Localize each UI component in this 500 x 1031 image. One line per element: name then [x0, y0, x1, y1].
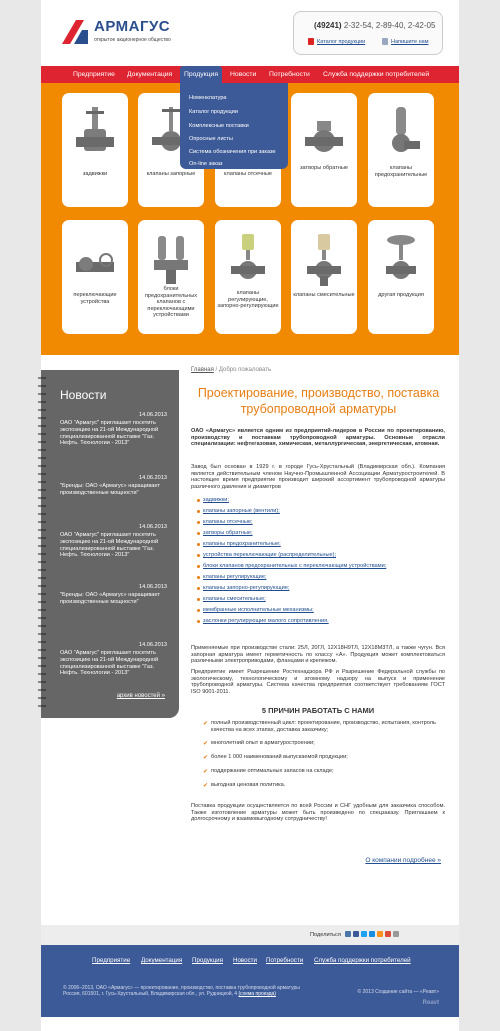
logo[interactable] — [62, 18, 222, 48]
product-card-label: клапаны регулирующие, запорно-регулирующие — [217, 290, 279, 310]
history-paragraph: Завод был основан в 1929 г. в городе Гусь-Хрустальный (Владимирская обл.). Компания является действительным членом Научно-Промышленной Ассоциации Арматуростроителей. В настоящее время предприятие производит широкий ассортимент трубопроводной арматуры различного давления и диаметров — [191, 464, 445, 490]
product-card-control-valves[interactable] — [215, 220, 281, 334]
breadcrumb-current: Добро пожаловать — [218, 367, 272, 373]
dropdown-item-complex-supply[interactable]: Комплексные поставки — [189, 123, 249, 129]
nav-item-support[interactable]: Служба поддержки потребителей — [323, 71, 430, 78]
news-archive-link[interactable]: архив новостей » — [116, 693, 165, 699]
phones — [314, 21, 435, 30]
footer-nav-products[interactable]: Продукция — [192, 957, 223, 964]
spiral-binding-icon — [37, 370, 47, 718]
page-title: Проектирование, производство, поставка трубопроводной арматуры — [197, 386, 440, 416]
product-card-label: клапаны запорные — [146, 171, 196, 177]
reason-item: полный производственный цикл: проектирование, производство, испытания, контроль качества на всех этапах, доставка заказчику; — [211, 720, 436, 733]
site-maker[interactable]: © 2013 Создание сайта — «Реавт» — [357, 989, 439, 995]
mixing-valve-icon — [303, 234, 345, 286]
intro-paragraph: ОАО «Армагус» является одним из предприятий-лидеров в России по проектированию, производству и поставкам трубопроводной арматуры. Основные отрасли специализации: нефтегазовая, химическая, металлургическая, энергетическая, атомная. — [191, 428, 445, 448]
news-date: 14.06.2013 — [139, 412, 167, 418]
dropdown-item-catalog[interactable]: Каталог продукции — [189, 109, 238, 115]
product-card-valve-blocks[interactable] — [138, 220, 204, 334]
reason-item: более 1 000 наименований выпускаемой продукции; — [211, 754, 348, 760]
news-date: 14.06.2013 — [139, 642, 167, 648]
product-card-other-products[interactable] — [368, 220, 434, 334]
product-list-item[interactable]: блоки клапанов предохранительных с переключающим устройствами; — [203, 563, 387, 569]
logo-text: АРМАГУС — [94, 18, 171, 35]
product-card-switching-devices[interactable] — [62, 220, 128, 334]
news-item-text[interactable]: ОАО "Армагус" приглашает посетить экспозицию на 21-ой Международной специализированной выставке "Газ. Нефть. Технологии - 2013" — [60, 650, 159, 677]
news-item-text[interactable]: "Бренды: ОАО «Армагус» наращивает производственные мощности" — [60, 592, 160, 605]
product-list-item[interactable]: клапаны предохранительные; — [203, 541, 281, 547]
more-share-icon[interactable] — [393, 931, 399, 937]
product-list-item[interactable]: клапаны смесительные; — [203, 596, 266, 602]
product-list-item[interactable]: заслонки регулирующие малого сопротивления. — [203, 618, 329, 624]
checkmark-icon: ✔ — [203, 755, 209, 761]
page — [41, 0, 459, 1031]
copyright — [63, 985, 308, 998]
dropdown-item-order-designation[interactable]: Система обозначения при заказе — [189, 149, 276, 155]
reason-item: выгодная ценовая политика. — [211, 782, 286, 788]
breadcrumb — [191, 367, 271, 373]
products-dropdown — [180, 83, 288, 169]
google-plus-icon[interactable] — [385, 931, 391, 937]
product-card-label: переключающие устройства — [73, 292, 117, 305]
materials-paragraph: Применяемые при производстве стали: 25Л, 20ГЛ, 12Х18Н9ТЛ, 12Х18М3ТЛ, а также чугун. Вся запорная арматура имеет герметичность по классу «А». Продукция может комплектоваться различными электроприводами, фланцами и крепежом. — [191, 645, 445, 665]
scheme-link[interactable]: (схема проезда) — [238, 991, 276, 998]
mailru-icon[interactable] — [369, 931, 375, 937]
vk-icon[interactable] — [345, 931, 351, 937]
nav-item-products[interactable]: Продукция — [180, 66, 222, 83]
maker-logo: Reavt — [422, 1000, 439, 1006]
footer-nav-enterprise[interactable]: Предприятие — [92, 957, 131, 964]
product-list-item[interactable]: клапаны запорно-регулирующие; — [203, 585, 290, 591]
delivery-paragraph: Поставка продукции осуществляется по всей России и СНГ удобным для заказчика способом. Также изготовление арматуры может быть произведено по спецзаказу. Приглашаем к долгосрочному и взаимовыгодному сотрудничеству! — [191, 803, 445, 823]
product-card-label: другая продукция — [378, 292, 424, 298]
breadcrumb-separator: / — [213, 367, 219, 373]
breadcrumb-home-link[interactable]: Главная — [191, 367, 214, 373]
odnoklassniki-icon[interactable] — [377, 931, 383, 937]
footer-nav-documentation[interactable]: Документация — [141, 957, 183, 964]
reason-item: многолетний опыт в арматуростроении; — [211, 740, 315, 746]
product-list-item[interactable]: устройства переключающие (распределительные); — [203, 552, 337, 558]
catalog-link[interactable] — [308, 38, 365, 45]
footer-nav-support[interactable]: Служба поддержки потребителей — [314, 957, 411, 964]
about-company-link[interactable]: О компании подробнее » — [365, 857, 441, 864]
news-date: 14.06.2013 — [139, 475, 167, 481]
dropdown-item-online-order[interactable]: On-line заказ — [189, 161, 223, 167]
product-list-item[interactable]: клапаны регулирующие; — [203, 574, 267, 580]
news-item-text[interactable]: ОАО "Армагус" приглашает посетить экспозицию на 21-ой Международной специализированной выставке "Газ. Нефть. Технологии - 2013" — [60, 420, 159, 447]
product-card-label: клапаны отсечные — [223, 171, 273, 177]
gate-valve-icon — [74, 107, 116, 159]
main-nav — [41, 66, 459, 83]
product-list-item[interactable]: затворы обратные; — [203, 530, 253, 536]
product-card-label: блоки предохранительных клапанов с переключающими устройствами — [144, 286, 198, 319]
product-list-item[interactable]: клапаны запорные (вентили); — [203, 508, 280, 514]
product-list-item[interactable]: клапаны отсечные; — [203, 519, 253, 525]
product-card-mixing-valves[interactable] — [291, 220, 357, 334]
news-item-text[interactable]: "Бренды: ОАО «Армагус» наращивает производственные мощности" — [60, 483, 160, 496]
phones-code: (49241) — [314, 21, 342, 30]
mail-icon — [382, 38, 388, 45]
footer — [41, 945, 459, 1017]
share-label: Поделиться — [310, 932, 341, 938]
dropdown-item-questionnaires[interactable]: Опросные листы — [189, 136, 233, 142]
product-card-label: клапаны смесительные — [293, 292, 355, 298]
copyright-text: © 2006–2013, ОАО «Армагус» — проектирование, производство, поставка трубопроводной арматуры — [63, 985, 300, 991]
write-us-label: Напишите нам — [391, 38, 429, 45]
news-item-text[interactable]: ОАО "Армагус" приглашает посетить экспозицию на 21-ой Международной специализированной выставке "Газ. Нефть. Технологии - 2013" — [60, 532, 159, 559]
checkmark-icon: ✔ — [203, 769, 209, 775]
product-card-label: затворы обратные — [299, 165, 349, 171]
news-sidebar — [41, 370, 179, 718]
product-card-label: задвижки — [82, 171, 108, 177]
footer-nav-news[interactable]: Новости — [233, 957, 257, 964]
news-date: 14.06.2013 — [139, 584, 167, 590]
write-us-link[interactable] — [382, 38, 429, 45]
phones-numbers: 2-32-54, 2-89-40, 2-42-05 — [343, 21, 436, 30]
product-list-item[interactable]: задвижки; — [203, 497, 229, 503]
facebook-icon[interactable] — [353, 931, 359, 937]
checkmark-icon: ✔ — [203, 721, 209, 727]
twitter-icon[interactable] — [361, 931, 367, 937]
product-card-safety-valves[interactable] — [368, 93, 434, 207]
check-valve-icon — [303, 107, 345, 159]
logo-subtitle: открытое акционерное общество — [94, 37, 171, 43]
news-title: Новости — [60, 388, 107, 402]
reasons-title: 5 ПРИЧИН РАБОТАТЬ С НАМИ — [261, 706, 375, 715]
footer-nav-needs[interactable]: Потребности — [266, 957, 304, 964]
catalog-link-label: Каталог продукции — [317, 38, 366, 45]
nav-item-documentation[interactable]: Документация — [127, 71, 173, 78]
pdf-icon — [308, 38, 314, 45]
valve-block-icon — [150, 234, 192, 286]
nav-item-enterprise[interactable]: Предприятие — [73, 71, 115, 78]
address-text: Россия, 601501, г. Гусь-Хрустальный, Владимирская обл., ул. Рудницкой, 4 — [63, 991, 238, 998]
switching-device-icon — [74, 234, 116, 286]
product-card-label: клапаны предохранительные — [374, 165, 428, 178]
product-card-gate-valves[interactable] — [62, 93, 128, 207]
safety-valve-icon — [380, 107, 422, 159]
actuator-valve-icon — [380, 234, 422, 286]
logo-mark-icon — [62, 18, 88, 44]
permits-paragraph: Предприятие имеет Разрешение Ростехнадзора РФ и Разрешение Федеральной службы по экологическому, технологическому и атомному надзору на выпуск и применение трубопроводной арматуры. Система качества предприятия соответствует требованиям ГОСТ ISO 9001-2011. — [191, 669, 445, 695]
checkmark-icon: ✔ — [203, 741, 209, 747]
news-date: 14.06.2013 — [139, 524, 167, 530]
nav-item-needs[interactable]: Потребности — [269, 71, 310, 78]
product-list-item[interactable]: мембранные исполнительные механизмы; — [203, 607, 314, 613]
dropdown-item-nomenclature[interactable]: Номенклатура — [189, 95, 227, 101]
reason-item: поддержание оптимальных запасов на складе; — [211, 768, 334, 774]
control-valve-icon — [227, 234, 269, 286]
checkmark-icon: ✔ — [203, 783, 209, 789]
nav-item-news[interactable]: Новости — [230, 71, 257, 78]
product-card-check-valves[interactable] — [291, 93, 357, 207]
share-bar — [41, 925, 459, 945]
contacts-box — [293, 11, 443, 55]
